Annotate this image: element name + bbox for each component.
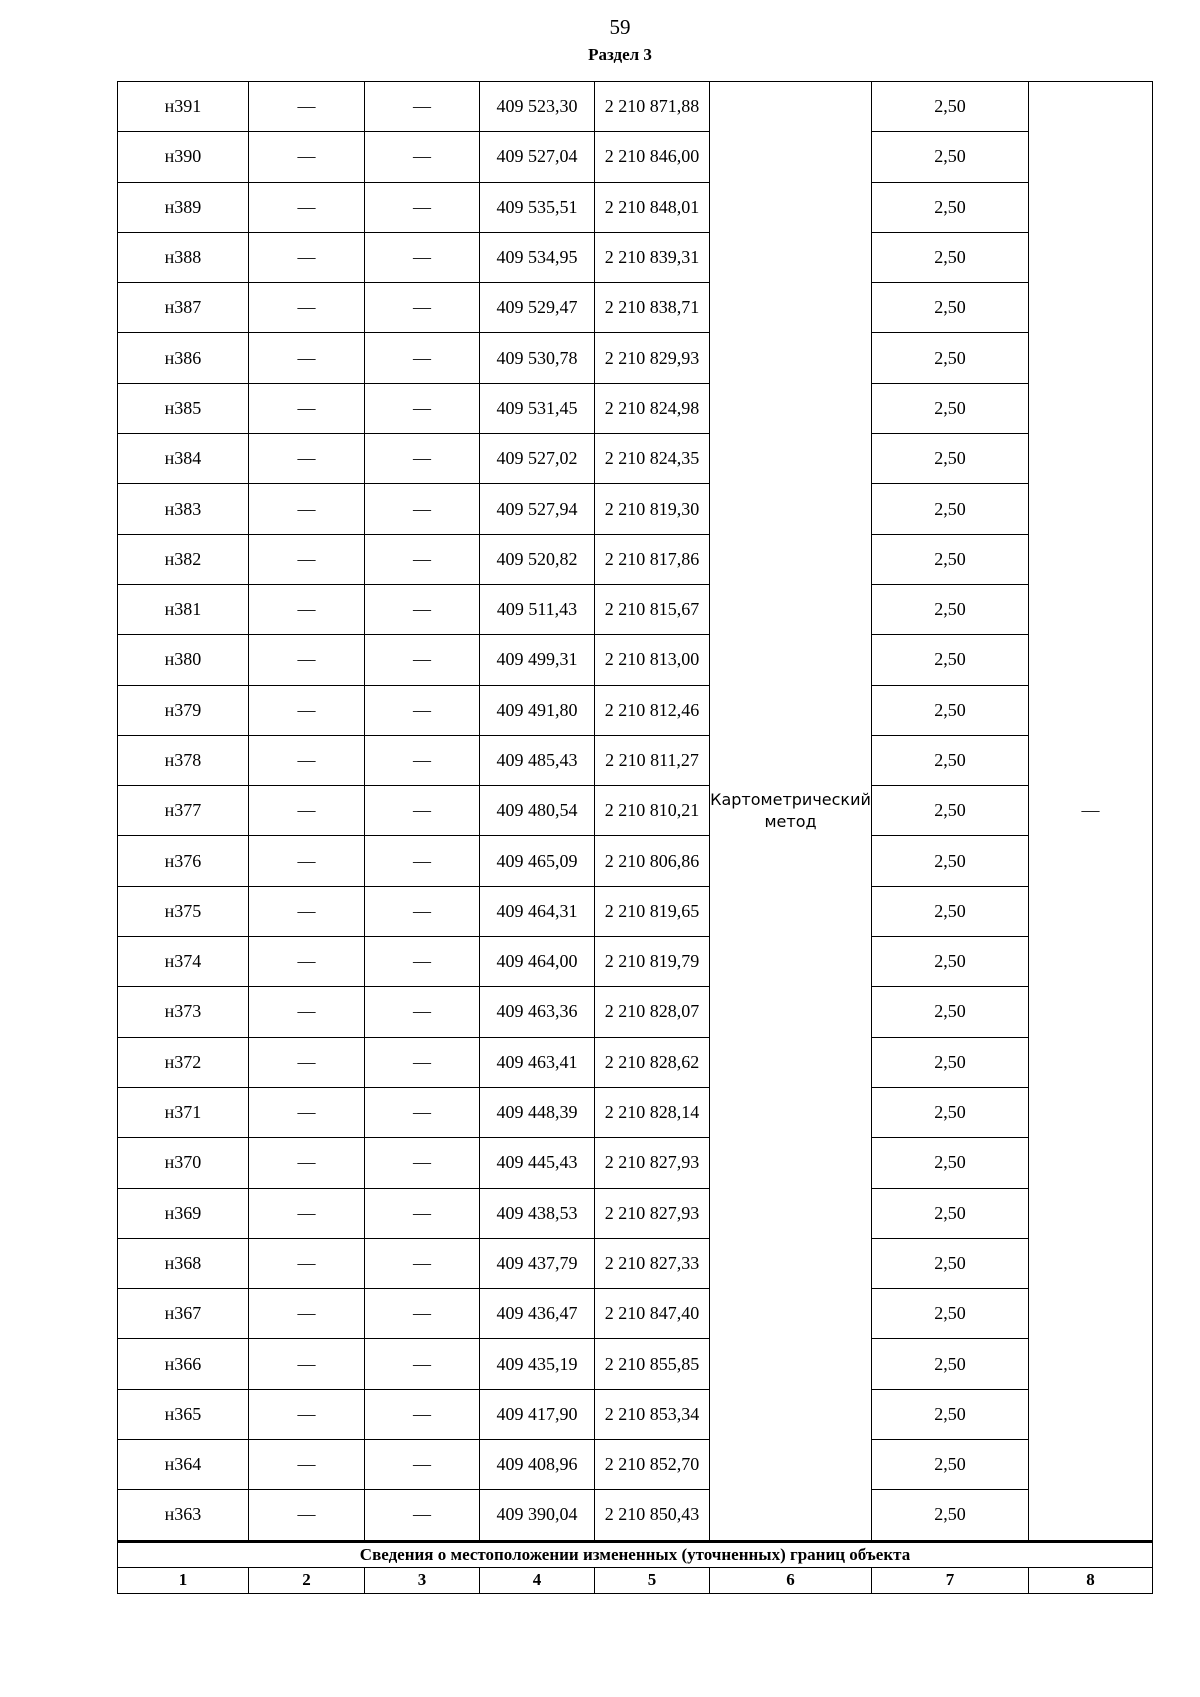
point-number: н366 xyxy=(118,1339,249,1389)
coordinate-x: 409 520,82 xyxy=(480,534,595,584)
column-3-value: — xyxy=(365,886,480,936)
table-caption: Сведения о местоположении измененных (уточненных) границ объекта xyxy=(118,1541,1153,1567)
column-number: 5 xyxy=(595,1567,710,1593)
coordinate-y: 2 210 819,30 xyxy=(595,484,710,534)
column-3-value: — xyxy=(365,635,480,685)
column-3-value: — xyxy=(365,786,480,836)
table-row xyxy=(118,333,1153,383)
table-row xyxy=(118,1138,1153,1188)
precision-value: 2,50 xyxy=(872,937,1029,987)
precision-value: 2,50 xyxy=(872,1339,1029,1389)
coordinate-y: 2 210 871,88 xyxy=(595,82,710,132)
table-row xyxy=(118,685,1153,735)
coordinate-x: 409 463,36 xyxy=(480,987,595,1037)
point-number: н389 xyxy=(118,182,249,232)
coordinate-x: 409 464,31 xyxy=(480,886,595,936)
table-row xyxy=(118,434,1153,484)
point-number: н384 xyxy=(118,434,249,484)
point-number: н374 xyxy=(118,937,249,987)
precision-value: 2,50 xyxy=(872,886,1029,936)
column-2-value: — xyxy=(249,987,365,1037)
column-2-value: — xyxy=(249,484,365,534)
column-3-value: — xyxy=(365,584,480,634)
precision-value: 2,50 xyxy=(872,1389,1029,1439)
table-row xyxy=(118,182,1153,232)
column-2-value: — xyxy=(249,283,365,333)
precision-value: 2,50 xyxy=(872,1138,1029,1188)
column-3-value: — xyxy=(365,182,480,232)
precision-value: 2,50 xyxy=(872,987,1029,1037)
table-row xyxy=(118,987,1153,1037)
column-2-value: — xyxy=(249,1490,365,1541)
precision-value: 2,50 xyxy=(872,685,1029,735)
coordinate-y: 2 210 827,93 xyxy=(595,1188,710,1238)
table-row xyxy=(118,132,1153,182)
coordinate-x: 409 529,47 xyxy=(480,283,595,333)
column-3-value: — xyxy=(365,434,480,484)
coordinate-x: 409 491,80 xyxy=(480,685,595,735)
coordinate-y: 2 210 838,71 xyxy=(595,283,710,333)
coordinate-x: 409 408,96 xyxy=(480,1440,595,1490)
point-number: н364 xyxy=(118,1440,249,1490)
point-number: н365 xyxy=(118,1389,249,1439)
point-number: н370 xyxy=(118,1138,249,1188)
column-3-value: — xyxy=(365,1440,480,1490)
precision-value: 2,50 xyxy=(872,132,1029,182)
table-row xyxy=(118,283,1153,333)
column-3-value: — xyxy=(365,333,480,383)
point-number: н371 xyxy=(118,1087,249,1137)
column-2-value: — xyxy=(249,1087,365,1137)
column-3-value: — xyxy=(365,383,480,433)
table-row xyxy=(118,584,1153,634)
coordinate-y: 2 210 824,98 xyxy=(595,383,710,433)
coordinate-y: 2 210 827,33 xyxy=(595,1238,710,1288)
precision-value: 2,50 xyxy=(872,383,1029,433)
column-2-value: — xyxy=(249,937,365,987)
coordinate-y: 2 210 811,27 xyxy=(595,735,710,785)
table-row xyxy=(118,1238,1153,1288)
coordinate-y: 2 210 853,34 xyxy=(595,1389,710,1439)
coordinate-y: 2 210 827,93 xyxy=(595,1138,710,1188)
coordinate-y: 2 210 852,70 xyxy=(595,1440,710,1490)
column-2-value: — xyxy=(249,685,365,735)
column-2-value: — xyxy=(249,1440,365,1490)
coordinate-x: 409 527,94 xyxy=(480,484,595,534)
column-2-value: — xyxy=(249,1037,365,1087)
column-3-value: — xyxy=(365,1289,480,1339)
column-3-value: — xyxy=(365,735,480,785)
column-2-value: — xyxy=(249,333,365,383)
column-3-value: — xyxy=(365,1188,480,1238)
precision-value: 2,50 xyxy=(872,534,1029,584)
table-caption-row xyxy=(118,1541,1153,1567)
precision-value: 2,50 xyxy=(872,786,1029,836)
coordinate-x: 409 417,90 xyxy=(480,1389,595,1439)
point-number: н380 xyxy=(118,635,249,685)
column-3-value: — xyxy=(365,1339,480,1389)
coordinate-x: 409 535,51 xyxy=(480,182,595,232)
coordinate-x: 409 523,30 xyxy=(480,82,595,132)
coordinate-x: 409 485,43 xyxy=(480,735,595,785)
precision-value: 2,50 xyxy=(872,1490,1029,1541)
precision-value: 2,50 xyxy=(872,1087,1029,1137)
coordinates-table xyxy=(117,81,1153,1594)
column-3-value: — xyxy=(365,132,480,182)
coordinate-x: 409 527,04 xyxy=(480,132,595,182)
column-2-value: — xyxy=(249,82,365,132)
table-row xyxy=(118,1440,1153,1490)
column-2-value: — xyxy=(249,182,365,232)
precision-value: 2,50 xyxy=(872,333,1029,383)
column-number-row xyxy=(118,1567,1153,1593)
coordinate-x: 409 511,43 xyxy=(480,584,595,634)
column-3-value: — xyxy=(365,82,480,132)
point-number: н377 xyxy=(118,786,249,836)
precision-value: 2,50 xyxy=(872,82,1029,132)
precision-value: 2,50 xyxy=(872,635,1029,685)
coordinate-y: 2 210 810,21 xyxy=(595,786,710,836)
point-number: н369 xyxy=(118,1188,249,1238)
column-2-value: — xyxy=(249,434,365,484)
point-number: н363 xyxy=(118,1490,249,1541)
point-number: н385 xyxy=(118,383,249,433)
column-2-value: — xyxy=(249,1188,365,1238)
column-2-value: — xyxy=(249,786,365,836)
coordinate-y: 2 210 812,46 xyxy=(595,685,710,735)
column-2-value: — xyxy=(249,1339,365,1389)
column-2-value: — xyxy=(249,383,365,433)
column-number: 8 xyxy=(1029,1567,1153,1593)
precision-value: 2,50 xyxy=(872,434,1029,484)
column-number: 2 xyxy=(249,1567,365,1593)
column-3-value: — xyxy=(365,1238,480,1288)
table-row xyxy=(118,1188,1153,1238)
table-row xyxy=(118,1289,1153,1339)
table-row xyxy=(118,1490,1153,1541)
column-number: 1 xyxy=(118,1567,249,1593)
coordinate-y: 2 210 848,01 xyxy=(595,182,710,232)
precision-value: 2,50 xyxy=(872,735,1029,785)
point-number: н367 xyxy=(118,1289,249,1339)
point-number: н381 xyxy=(118,584,249,634)
column-2-value: — xyxy=(249,886,365,936)
coordinate-x: 409 534,95 xyxy=(480,232,595,282)
column-3-value: — xyxy=(365,1138,480,1188)
point-number: н388 xyxy=(118,232,249,282)
coordinate-x: 409 436,47 xyxy=(480,1289,595,1339)
coordinate-x: 409 445,43 xyxy=(480,1138,595,1188)
coordinate-y: 2 210 813,00 xyxy=(595,635,710,685)
column-2-value: — xyxy=(249,735,365,785)
column-3-value: — xyxy=(365,836,480,886)
point-number: н386 xyxy=(118,333,249,383)
coordinate-y: 2 210 819,65 xyxy=(595,886,710,936)
column-2-value: — xyxy=(249,232,365,282)
column-2-value: — xyxy=(249,534,365,584)
column-8-value: — xyxy=(1029,82,1153,1542)
coordinate-x: 409 448,39 xyxy=(480,1087,595,1137)
method-cell: Картометрический метод xyxy=(710,82,872,1542)
table-row xyxy=(118,534,1153,584)
column-3-value: — xyxy=(365,283,480,333)
point-number: н375 xyxy=(118,886,249,936)
table-row xyxy=(118,1037,1153,1087)
precision-value: 2,50 xyxy=(872,1289,1029,1339)
coordinate-y: 2 210 815,67 xyxy=(595,584,710,634)
precision-value: 2,50 xyxy=(872,283,1029,333)
column-2-value: — xyxy=(249,584,365,634)
point-number: н383 xyxy=(118,484,249,534)
coordinate-y: 2 210 829,93 xyxy=(595,333,710,383)
coordinate-x: 409 480,54 xyxy=(480,786,595,836)
coordinate-y: 2 210 806,86 xyxy=(595,836,710,886)
point-number: н387 xyxy=(118,283,249,333)
precision-value: 2,50 xyxy=(872,584,1029,634)
coordinate-y: 2 210 828,62 xyxy=(595,1037,710,1087)
coordinate-x: 409 527,02 xyxy=(480,434,595,484)
precision-value: 2,50 xyxy=(872,232,1029,282)
column-3-value: — xyxy=(365,987,480,1037)
column-3-value: — xyxy=(365,1389,480,1439)
coordinate-y: 2 210 839,31 xyxy=(595,232,710,282)
table-row xyxy=(118,937,1153,987)
coordinate-y: 2 210 817,86 xyxy=(595,534,710,584)
table-row xyxy=(118,383,1153,433)
column-2-value: — xyxy=(249,635,365,685)
column-number: 3 xyxy=(365,1567,480,1593)
coordinate-x: 409 499,31 xyxy=(480,635,595,685)
precision-value: 2,50 xyxy=(872,1188,1029,1238)
table-body xyxy=(118,82,1153,1594)
coordinate-x: 409 464,00 xyxy=(480,937,595,987)
column-2-value: — xyxy=(249,1138,365,1188)
point-number: н373 xyxy=(118,987,249,1037)
coordinate-y: 2 210 846,00 xyxy=(595,132,710,182)
coordinate-x: 409 530,78 xyxy=(480,333,595,383)
coordinate-x: 409 390,04 xyxy=(480,1490,595,1541)
coordinate-y: 2 210 819,79 xyxy=(595,937,710,987)
table-row xyxy=(118,786,1153,836)
precision-value: 2,50 xyxy=(872,484,1029,534)
table-row xyxy=(118,1339,1153,1389)
column-3-value: — xyxy=(365,484,480,534)
column-3-value: — xyxy=(365,534,480,584)
coordinate-x: 409 437,79 xyxy=(480,1238,595,1288)
point-number: н372 xyxy=(118,1037,249,1087)
column-2-value: — xyxy=(249,132,365,182)
table-row xyxy=(118,635,1153,685)
precision-value: 2,50 xyxy=(872,1440,1029,1490)
coordinate-y: 2 210 828,14 xyxy=(595,1087,710,1137)
precision-value: 2,50 xyxy=(872,182,1029,232)
table-row xyxy=(118,836,1153,886)
coordinate-x: 409 463,41 xyxy=(480,1037,595,1087)
precision-value: 2,50 xyxy=(872,836,1029,886)
point-number: н390 xyxy=(118,132,249,182)
coordinate-y: 2 210 847,40 xyxy=(595,1289,710,1339)
column-3-value: — xyxy=(365,1490,480,1541)
column-2-value: — xyxy=(249,836,365,886)
column-3-value: — xyxy=(365,937,480,987)
column-number: 6 xyxy=(710,1567,872,1593)
column-2-value: — xyxy=(249,1389,365,1439)
column-number: 7 xyxy=(872,1567,1029,1593)
table-row xyxy=(118,232,1153,282)
table-row xyxy=(118,886,1153,936)
coordinate-y: 2 210 824,35 xyxy=(595,434,710,484)
column-3-value: — xyxy=(365,232,480,282)
table-row xyxy=(118,735,1153,785)
point-number: н378 xyxy=(118,735,249,785)
point-number: н379 xyxy=(118,685,249,735)
point-number: н382 xyxy=(118,534,249,584)
column-2-value: — xyxy=(249,1238,365,1288)
coordinate-y: 2 210 855,85 xyxy=(595,1339,710,1389)
point-number: н391 xyxy=(118,82,249,132)
precision-value: 2,50 xyxy=(872,1238,1029,1288)
table-row xyxy=(118,1087,1153,1137)
coordinate-y: 2 210 828,07 xyxy=(595,987,710,1037)
page-number: 59 xyxy=(609,15,631,39)
table-row xyxy=(118,82,1153,132)
coordinate-x: 409 465,09 xyxy=(480,836,595,886)
column-number: 4 xyxy=(480,1567,595,1593)
column-3-value: — xyxy=(365,1037,480,1087)
point-number: н368 xyxy=(118,1238,249,1288)
section-title: Раздел 3 xyxy=(588,45,652,64)
table-row xyxy=(118,484,1153,534)
coordinate-x: 409 435,19 xyxy=(480,1339,595,1389)
precision-value: 2,50 xyxy=(872,1037,1029,1087)
table-row xyxy=(118,1389,1153,1439)
coordinate-x: 409 438,53 xyxy=(480,1188,595,1238)
column-2-value: — xyxy=(249,1289,365,1339)
column-3-value: — xyxy=(365,685,480,735)
column-3-value: — xyxy=(365,1087,480,1137)
point-number: н376 xyxy=(118,836,249,886)
coordinate-y: 2 210 850,43 xyxy=(595,1490,710,1541)
coordinate-x: 409 531,45 xyxy=(480,383,595,433)
